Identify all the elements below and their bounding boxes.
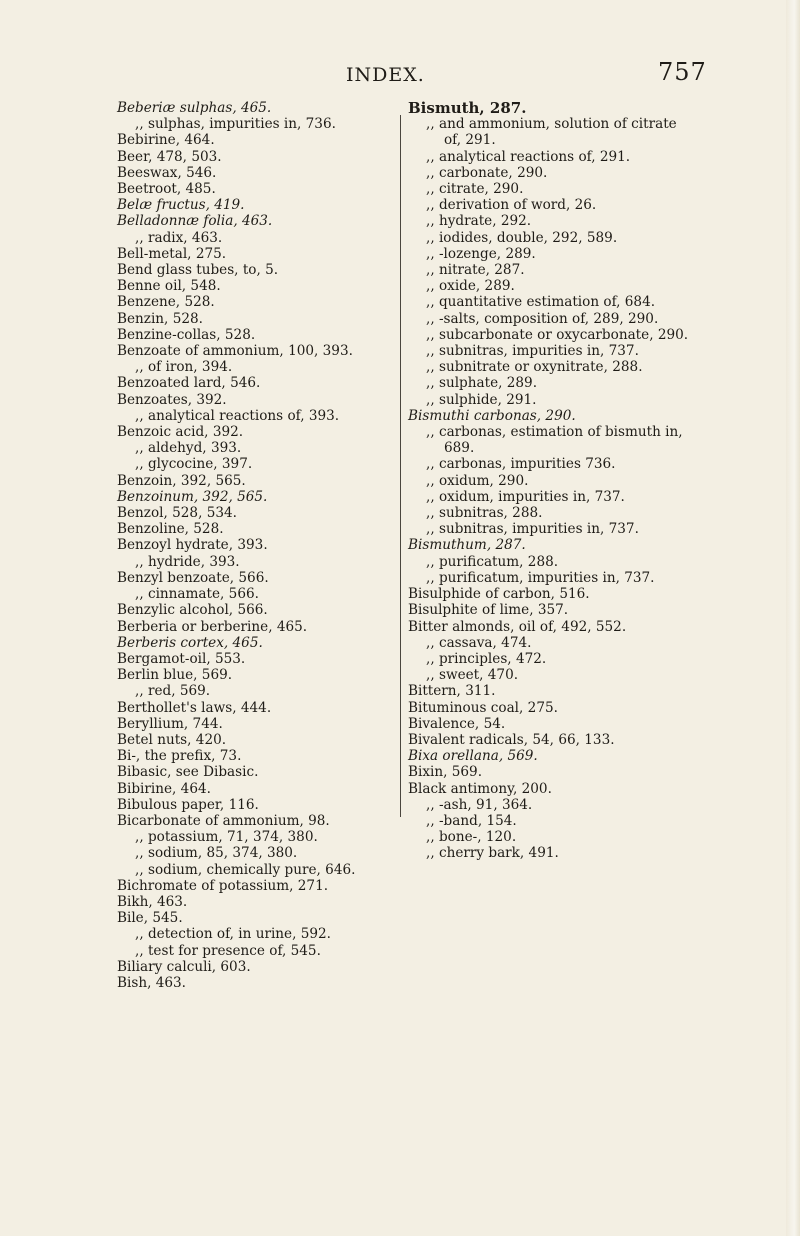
index-entry: ,, radix, 463. (135, 229, 223, 246)
index-entry: ,, principles, 472. (426, 650, 547, 667)
index-entry: ,, and ammonium, solution of citrate of, 291. (426, 116, 677, 149)
index-entry: ,, purificatum, impurities in, 737. (426, 569, 655, 586)
page-edge (786, 0, 800, 1236)
index-entry: Bebirine, 464. (117, 132, 215, 149)
index-entry: ,, purificatum, 288. (426, 553, 559, 570)
index-entry: Benzol, 528, 534. (117, 505, 237, 522)
index-entry: Bittern, 311. (408, 683, 496, 700)
index-entry: Betel nuts, 420. (117, 731, 227, 748)
index-entry: ,, -ash, 91, 364. (426, 796, 533, 813)
index-entry: Bismuth, 287. (408, 99, 527, 117)
index-entry: Benzylic alcohol, 566. (117, 602, 268, 619)
index-entry: Benne oil, 548. (117, 278, 221, 295)
index-entry: Benzoate of ammonium, 100, 393. (117, 343, 353, 360)
index-entry: Benzoic acid, 392. (117, 424, 244, 441)
index-entry: Beryllium, 744. (117, 715, 223, 732)
index-entry: ,, subnitras, impurities in, 737. (426, 343, 639, 360)
index-entry: Bivalence, 54. (408, 715, 506, 732)
index-entry: Bixa orellana, 569. (408, 748, 538, 765)
index-entry: Berlin blue, 569. (117, 667, 233, 684)
index-entry: Benzoates, 392. (117, 391, 227, 408)
index-entry: ,, derivation of word, 26. (426, 197, 597, 214)
index-entry: Bergamot-oil, 553. (117, 650, 246, 667)
index-entry: Bituminous coal, 275. (408, 699, 558, 716)
index-entry: ,, hydrate, 292. (426, 213, 532, 230)
column-divider (400, 115, 401, 817)
index-entry: ,, -lozenge, 289. (426, 245, 536, 262)
index-entry: Benzine-collas, 528. (117, 326, 256, 343)
index-entry: ,, sulphide, 291. (426, 391, 537, 408)
index-entry: ,, oxidum, 290. (426, 472, 529, 489)
index-entry: Benzene, 528. (117, 294, 215, 311)
index-entry: Bivalent radicals, 54, 66, 133. (408, 731, 615, 748)
page-header (0, 58, 800, 88)
index-entry: ,, subnitrate or oxynitrate, 288. (426, 359, 643, 376)
index-entry: ,, sweet, 470. (426, 667, 519, 684)
index-entry: Berberis cortex, 465. (117, 634, 263, 651)
index-entry: Bitter almonds, oil of, 492, 552. (408, 618, 627, 635)
index-entry: ,, sodium, chemically pure, 646. (135, 861, 356, 878)
index-entry: Bisulphite of lime, 357. (408, 602, 569, 619)
index-entry: Bile, 545. (117, 910, 183, 927)
index-entry: Bell-metal, 275. (117, 245, 227, 262)
index-entry: Belæ fructus, 419. (117, 197, 245, 214)
index-entry: ,, cherry bark, 491. (426, 845, 559, 862)
index-entry: Bend glass tubes, to, 5. (117, 262, 279, 279)
index-entry: Bikh, 463. (117, 893, 188, 910)
index-entry: Benzyl benzoate, 566. (117, 569, 269, 586)
index-entry: ,, glycocine, 397. (135, 456, 253, 473)
index-entry: Bisulphide of carbon, 516. (408, 586, 590, 603)
index-entry: ,, subnitras, 288. (426, 505, 543, 522)
index-entry: ,, detection of, in urine, 592. (135, 926, 332, 943)
index-entry: Benzoyl hydrate, 393. (117, 537, 268, 554)
index-entry: Benzoin, 392, 565. (117, 472, 246, 489)
index-entry: Beetroot, 485. (117, 181, 216, 198)
running-title: INDEX. (346, 64, 425, 86)
index-entry: ,, iodides, double, 292, 589. (426, 229, 618, 246)
index-entry: ,, oxidum, impurities in, 737. (426, 488, 625, 505)
index-entry: ,, carbonas, impurities 736. (426, 456, 616, 473)
index-entry: Bi-, the prefix, 73. (117, 748, 242, 765)
index-entry: Black antimony, 200. (408, 780, 552, 797)
index-entry: Bixin, 569. (408, 764, 483, 781)
index-entry: Benzoated lard, 546. (117, 375, 261, 392)
index-entry: ,, analytical reactions of, 393. (135, 407, 340, 424)
index-entry: ,, sulphas, impurities in, 736. (135, 116, 336, 133)
index-entry: Bibirine, 464. (117, 780, 211, 797)
index-entry: ,, -salts, composition of, 289, 290. (426, 310, 659, 327)
index-entry: Beberiæ sulphas, 465. (117, 100, 272, 116)
page-number: 757 (658, 58, 707, 86)
index-entry: ,, quantitative estimation of, 684. (426, 294, 656, 311)
index-entry: Bicarbonate of ammonium, 98. (117, 812, 330, 829)
index-entry: ,, subcarbonate or oxycarbonate, 290. (426, 326, 689, 343)
index-entry: ,, carbonate, 290. (426, 164, 548, 181)
index-entry: Bismuthi carbonas, 290. (408, 407, 576, 424)
index-entry: Bibasic, see Dibasic. (117, 764, 259, 781)
index-entry: Benzoinum, 392, 565. (117, 488, 268, 505)
index-entry: Beeswax, 546. (117, 164, 217, 181)
index-entry: ,, bone-, 120. (426, 829, 517, 846)
index-entry: ,, subnitras, impurities in, 737. (426, 521, 639, 538)
index-entry: ,, potassium, 71, 374, 380. (135, 829, 318, 846)
index-entry: Berberia or berberine, 465. (117, 618, 308, 635)
index-entry: ,, hydride, 393. (135, 553, 240, 570)
index-entry: Bismuthum, 287. (408, 537, 526, 554)
index-entry: ,, cinnamate, 566. (135, 586, 259, 603)
index-entry: ,, test for presence of, 545. (135, 942, 321, 959)
index-entry: ,, nitrate, 287. (426, 262, 525, 279)
index-entry: ,, carbonas, estimation of bismuth in, 689. (426, 424, 683, 457)
index-entry: Benzin, 528. (117, 310, 203, 327)
index-entry: ,, red, 569. (135, 683, 211, 700)
index-entry: ,, analytical reactions of, 291. (426, 148, 631, 165)
index-column-right (408, 100, 694, 862)
index-column-left (117, 100, 395, 991)
index-entry: ,, oxide, 289. (426, 278, 515, 295)
index-entry: Beer, 478, 503. (117, 148, 222, 165)
index-entry: ,, -band, 154. (426, 812, 517, 829)
index-entry: Bish, 463. (117, 974, 186, 991)
index-entry: ,, of iron, 394. (135, 359, 233, 376)
index-entry: Bichromate of potassium, 271. (117, 877, 329, 894)
index-entry: ,, aldehyd, 393. (135, 440, 242, 457)
index-entry: Benzoline, 528. (117, 521, 224, 538)
index-entry: Belladonnæ folia, 463. (117, 213, 273, 230)
index-entry: Biliary calculi, 603. (117, 958, 251, 975)
index-entry: ,, sulphate, 289. (426, 375, 538, 392)
index-entry: ,, cassava, 474. (426, 634, 532, 651)
index-entry: Bibulous paper, 116. (117, 796, 259, 813)
index-entry: ,, sodium, 85, 374, 380. (135, 845, 298, 862)
index-entry: Berthollet's laws, 444. (117, 699, 272, 716)
index-entry: ,, citrate, 290. (426, 181, 524, 198)
